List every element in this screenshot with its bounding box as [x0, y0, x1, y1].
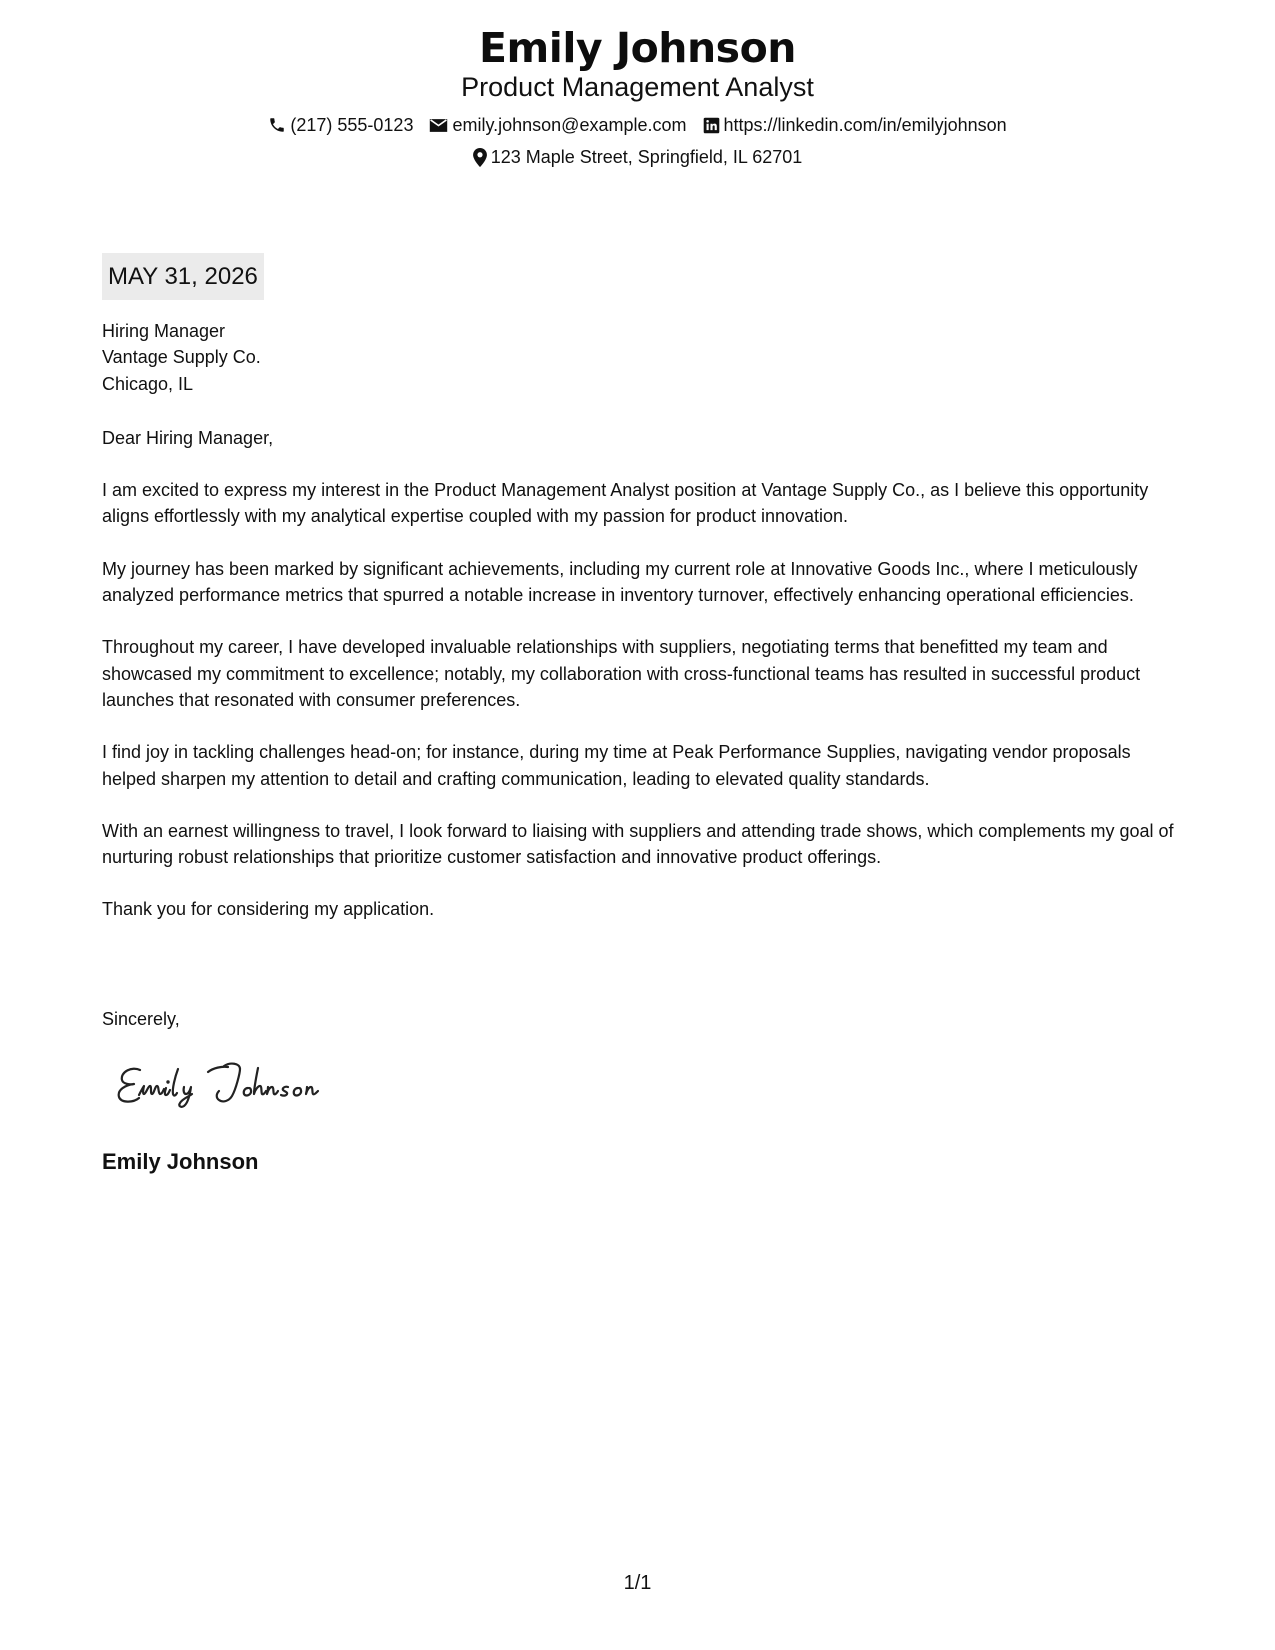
salutation: Dear Hiring Manager, — [102, 427, 274, 448]
applicant-name: Emily Johnson — [479, 24, 796, 72]
contact-line-primary — [0, 113, 1275, 137]
contact-address — [473, 145, 803, 169]
recipient-name: Hiring Manager — [102, 321, 226, 341]
page-number: 1/1 — [623, 1572, 652, 1594]
recipient-location: Chicago, IL — [102, 373, 194, 394]
phone-text: (217) 555-0123 — [290, 115, 414, 135]
body-paragraph: My journey has been marked by significant achievements, including my current role at Innovative Goods Inc., where I meticulously analyzed performance metrics that spurred a notable increase in inventory turnover, effectively enhancing operational efficiencies. — [102, 558, 1138, 606]
contact-email[interactable] — [429, 113, 686, 137]
letter-date: MAY 31, 2026 — [102, 253, 264, 300]
contact-linkedin[interactable] — [703, 113, 1007, 137]
closing-phrase: Sincerely, — [102, 1009, 180, 1029]
linkedin-icon — [703, 117, 720, 134]
envelope-icon — [429, 118, 448, 133]
letter-header — [0, 22, 1275, 169]
signer-name: Emily Johnson — [102, 1149, 259, 1174]
email-text: emily.johnson@example.com — [452, 115, 687, 135]
recipient-block — [102, 318, 1177, 397]
body-paragraph: I am excited to express my interest in the Product Management Analyst position at Vantage Supply Co., as I believe this opportunity aligns effortlessly with my analytical expertise coupled with my passion for product innovation. — [102, 480, 1149, 527]
contact-line-secondary — [0, 145, 1275, 169]
body-paragraph: Throughout my career, I have developed invaluable relationships with suppliers, negotiating terms that benefitted my team and showcased my commitment to excellence; notably, my collaboration with cross-functional teams has resulted in successful product launches that resonated with consumer preferences. — [102, 637, 1141, 710]
linkedin-text: https://linkedin.com/in/emilyjohnson — [723, 115, 1007, 135]
phone-icon — [268, 116, 286, 134]
address-text: 123 Maple Street, Springfield, IL 62701 — [490, 147, 803, 167]
letter-body — [102, 318, 1177, 923]
closing-thanks: Thank you for considering my application. — [102, 899, 435, 920]
recipient-company: Vantage Supply Co. — [102, 347, 261, 368]
contact-phone[interactable] — [268, 113, 413, 137]
applicant-title: Product Management Analyst — [461, 72, 814, 102]
body-paragraph: I find joy in tackling challenges head-on; for instance, during my time at Peak Performance Supplies, navigating vendor proposals helped sharpen my attention to detail and crafting communication, leading to elevated quality standards. — [102, 742, 1131, 789]
body-paragraph: With an earnest willingness to travel, I look forward to liaising with suppliers and attending trade shows, which complements my goal of nurturing robust relationships that prioritize customer satisfaction and innovative product offerings. — [102, 820, 1174, 868]
signature-image — [112, 1052, 372, 1122]
map-marker-icon — [473, 148, 487, 167]
